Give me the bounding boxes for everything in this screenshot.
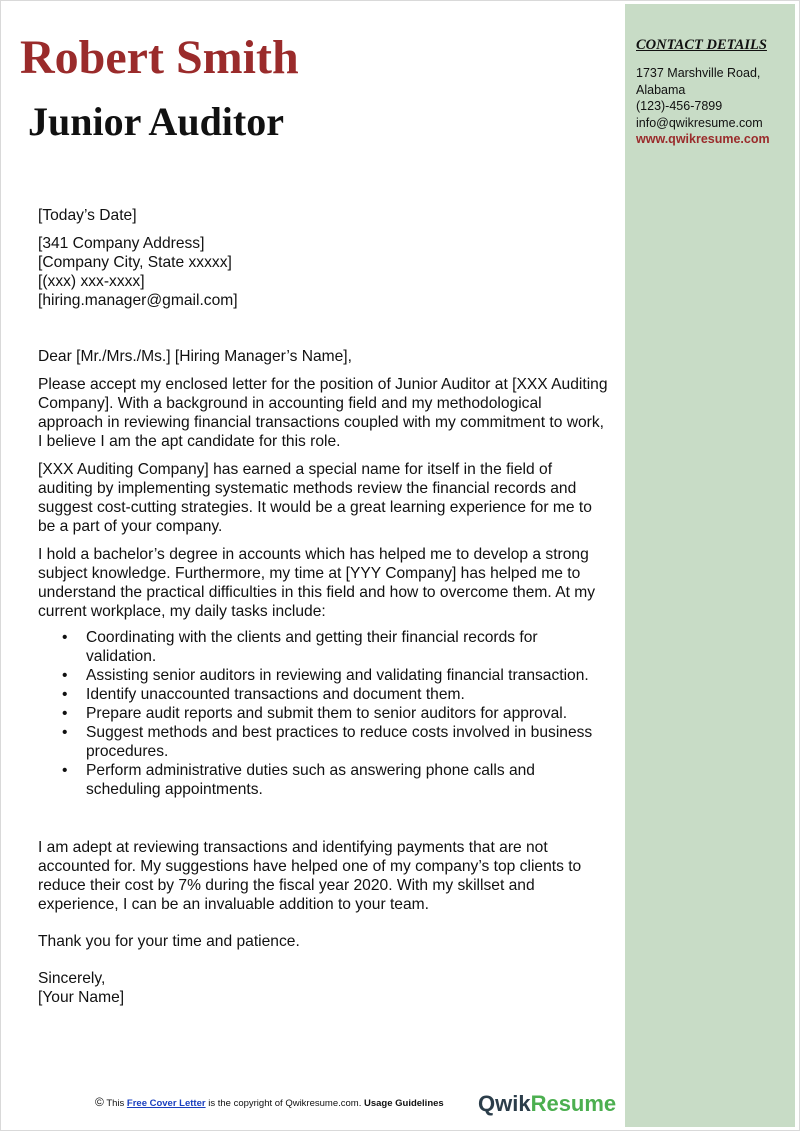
- company-phone: [(xxx) xxx-xxxx]: [38, 273, 145, 290]
- manager-email: [hiring.manager@gmail.com]: [38, 292, 238, 309]
- signature: [Your Name]: [38, 989, 125, 1006]
- usage-guidelines-link[interactable]: Usage Guidelines: [363, 1098, 444, 1109]
- bullet-icon: •: [62, 705, 68, 722]
- contact-sidebar: [625, 4, 795, 1127]
- contact-website[interactable]: www.qwikresume.com: [636, 132, 770, 146]
- paragraph-experience: I hold a bachelor’s degree in accounts which has helped me to develop a strong subject knowledge. Furthermore, my time at [YYY Company] has helped me to understand the practical difficulties in this field and how to overcome them. At my current workplace, my daily tasks include:: [38, 546, 596, 620]
- company-city: [Company City, State xxxxx]: [38, 254, 232, 271]
- salutation: Dear [Mr./Mrs./Ms.] [Hiring Manager’s Name],: [38, 348, 352, 365]
- paragraph-intro: Please accept my enclosed letter for the position of Junior Auditor at [XXX Auditing Company]. With a background in accounting field and my methodological approach in reviewing financial transactions coupled with my commitment to work, I believe I am the apt candidate for this role.: [38, 376, 608, 450]
- list-item: • Coordinating with the clients and getting their financial records for validation.: [62, 629, 538, 665]
- list-item: • Suggest methods and best practices to reduce costs involved in business procedures.: [62, 724, 593, 760]
- bullet-icon: •: [62, 724, 68, 741]
- bullet-icon: •: [62, 762, 68, 779]
- contact-phone: (123)-456-7899: [636, 99, 723, 113]
- applicant-name: Robert Smith: [20, 31, 299, 84]
- thanks-line: Thank you for your time and patience.: [38, 933, 300, 950]
- duties-list: [38, 628, 608, 799]
- qwikresume-logo[interactable]: QwikResume: [478, 1091, 617, 1116]
- contact-email[interactable]: info@qwikresume.com: [636, 116, 763, 130]
- contact-title: CONTACT DETAILS: [636, 37, 767, 53]
- copyright-icon: ©: [95, 1095, 104, 1109]
- company-address: [341 Company Address]: [38, 235, 205, 252]
- paragraph-achievements: I am adept at reviewing transactions and identifying payments that are not accounted for. My suggestions have helped one of my company’s top clients to reduce their cost by 7% during the fiscal year 2020. With my skillset and experience, I can be an invaluable addition to your team.: [38, 839, 582, 913]
- bullet-icon: •: [62, 686, 68, 703]
- bullet-icon: •: [62, 667, 68, 684]
- letter-date: [Today’s Date]: [38, 207, 137, 224]
- paragraph-company: [XXX Auditing Company] has earned a special name for itself in the field of auditing by implementing systematic methods review the financial records and suggest cost-cutting strategies. It would be a great learning experience for me to be a part of your company.: [38, 461, 592, 535]
- free-cover-letter-link[interactable]: Free Cover Letter: [126, 1098, 206, 1109]
- contact-address-line2: Alabama: [636, 83, 686, 97]
- closing: Sincerely,: [38, 970, 106, 987]
- contact-address-line1: 1737 Marshville Road,: [636, 66, 761, 80]
- bullet-icon: •: [62, 629, 68, 646]
- job-title: Junior Auditor: [28, 99, 284, 144]
- list-item: • Identify unaccounted transactions and document them.: [62, 686, 465, 703]
- list-item: • Prepare audit reports and submit them to senior auditors for approval.: [62, 705, 568, 722]
- list-item: • Assisting senior auditors in reviewing and validating financial transaction.: [62, 667, 589, 684]
- list-item: • Perform administrative duties such as answering phone calls and scheduling appointments.: [62, 762, 535, 798]
- copyright-footer: © This Free Cover Letter is the copyright of Qwikresume.com. Usage Guidelines: [95, 1095, 444, 1109]
